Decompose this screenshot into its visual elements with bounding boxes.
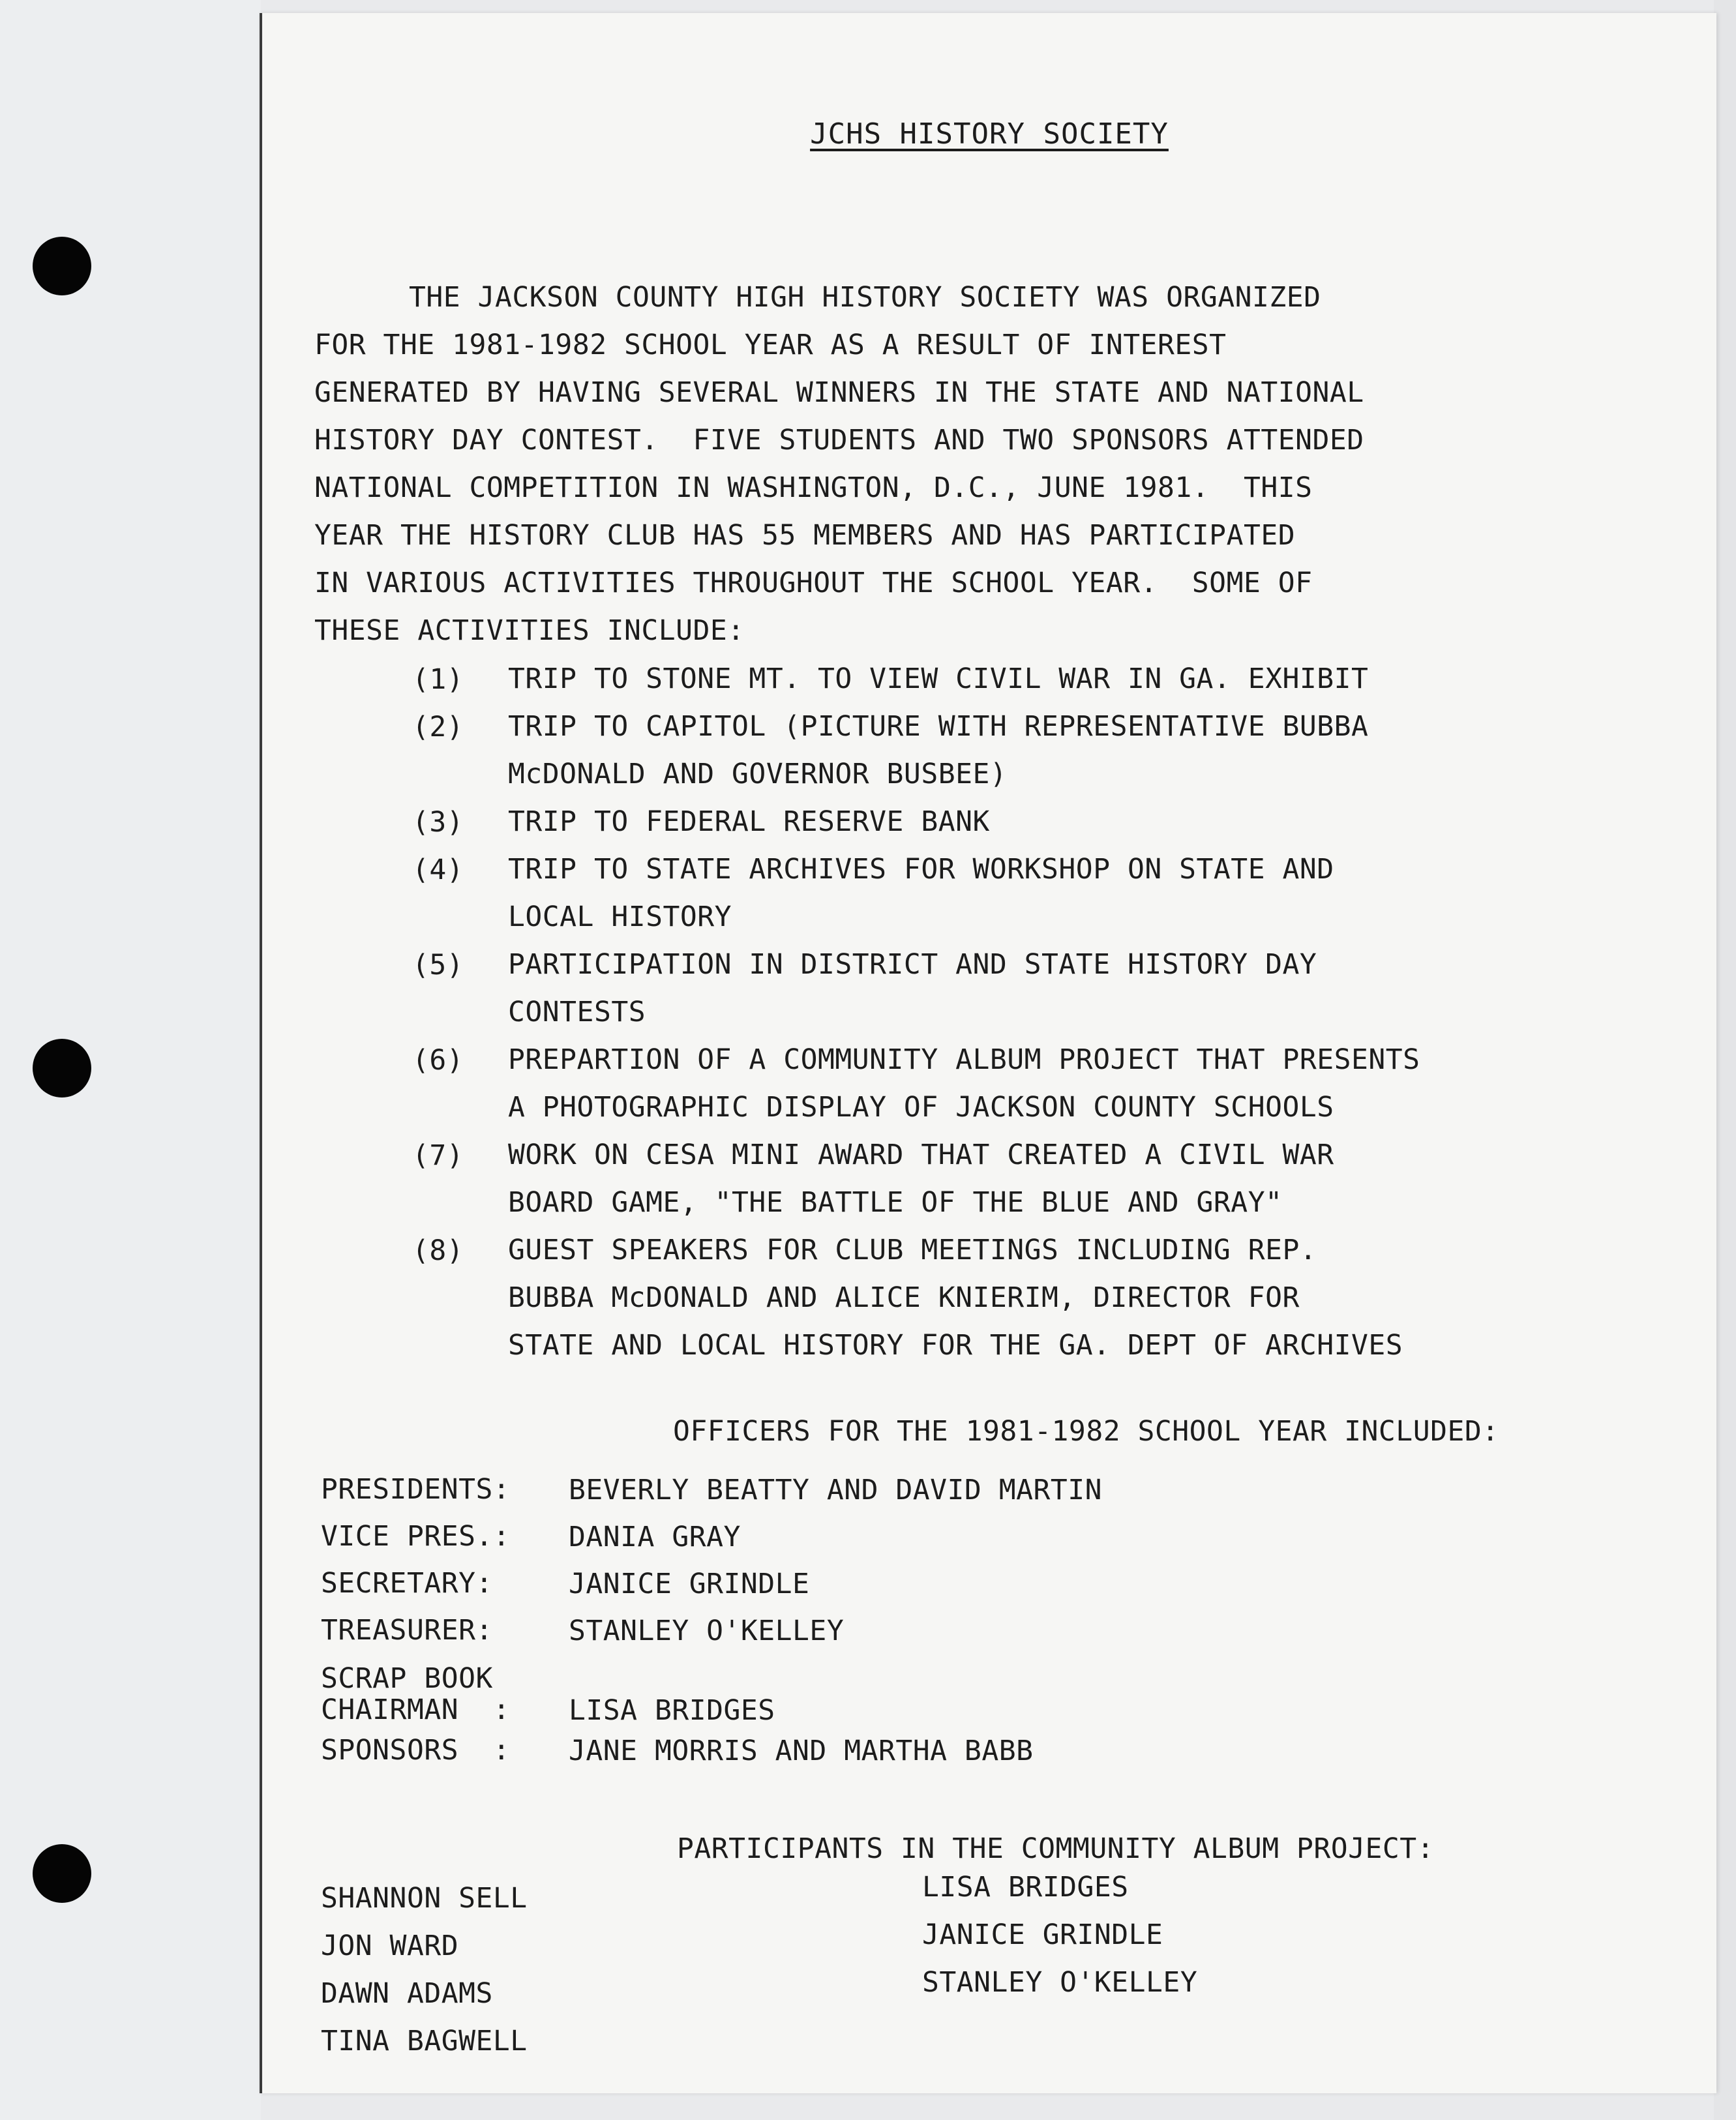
activity-number: (6) [412, 1044, 464, 1077]
intro-line: HISTORY DAY CONTEST. FIVE STUDENTS AND TWO SPONSORS ATTENDED [314, 424, 1364, 456]
intro-line: THE JACKSON COUNTY HIGH HISTORY SOCIETY WAS ORGANIZED [409, 281, 1321, 314]
punch-hole-top [33, 237, 91, 295]
officer-name: DANIA GRAY [569, 1521, 741, 1553]
officers-intro: OFFICERS FOR THE 1981-1982 SCHOOL YEAR INCLUDED: [673, 1415, 1499, 1448]
activity-item [412, 846, 1586, 941]
activity-number: (3) [412, 806, 464, 839]
officer-name: BEVERLY BEATTY AND DAVID MARTIN [569, 1474, 1103, 1506]
activity-number: (2) [412, 711, 464, 743]
participant-name: DAWN ADAMS [321, 1977, 493, 2010]
punch-hole-bottom [33, 1844, 91, 1903]
activity-item [412, 1227, 1586, 1369]
page-title-text: JCHS HISTORY SOCIETY [810, 117, 1169, 151]
activity-item [412, 703, 1586, 798]
intro-line: YEAR THE HISTORY CLUB HAS 55 MEMBERS AND HAS PARTICIPATED [314, 519, 1296, 552]
participant-name: JON WARD [321, 1930, 459, 1962]
participants-intro: PARTICIPANTS IN THE COMMUNITY ALBUM PROJECT: [677, 1832, 1435, 1865]
typed-page [260, 13, 1716, 2093]
punch-hole-middle [33, 1039, 91, 1097]
officer-role: VICE PRES.: [321, 1520, 511, 1553]
participant-name: TINA BAGWELL [321, 2025, 528, 2057]
activity-number: (7) [412, 1139, 464, 1172]
officer-name: LISA BRIDGES [569, 1694, 775, 1727]
activity-text-line: BOARD GAME, "THE BATTLE OF THE BLUE AND GRAY" [508, 1186, 1283, 1219]
officer-role: SECRETARY: [321, 1567, 493, 1600]
activity-item [412, 655, 1586, 703]
activity-text-line: TRIP TO FEDERAL RESERVE BANK [508, 805, 990, 838]
participant-name: STANLEY O'KELLEY [922, 1966, 1198, 1999]
participants-right-column [922, 1864, 1197, 2007]
activity-text-line: PREPARTION OF A COMMUNITY ALBUM PROJECT THAT PRESENTS [508, 1043, 1420, 1076]
officer-role: PRESIDENTS: [321, 1473, 511, 1506]
intro-line: GENERATED BY HAVING SEVERAL WINNERS IN THE STATE AND NATIONAL [314, 376, 1364, 409]
participant-name: SHANNON SELL [321, 1882, 528, 1915]
intro-line: NATIONAL COMPETITION IN WASHINGTON, D.C., JUNE 1981. THIS [314, 471, 1313, 504]
participant-name: JANICE GRINDLE [922, 1918, 1163, 1951]
activity-item [412, 1131, 1586, 1227]
activity-text-line: PARTICIPATION IN DISTRICT AND STATE HISTORY DAY [508, 948, 1317, 981]
intro-line: FOR THE 1981-1982 SCHOOL YEAR AS A RESULT OF INTEREST [314, 329, 1227, 361]
activity-text-line: TRIP TO STONE MT. TO VIEW CIVIL WAR IN GA. EXHIBIT [508, 663, 1369, 695]
officer-name: JANICE GRINDLE [569, 1568, 810, 1600]
activity-text-line: A PHOTOGRAPHIC DISPLAY OF JACKSON COUNTY SCHOOLS [508, 1091, 1334, 1124]
activity-number: (1) [412, 663, 464, 696]
participants-left-column [321, 1875, 528, 2065]
activities-list [412, 655, 1586, 1369]
activity-number: (4) [412, 854, 464, 886]
page-title [262, 117, 1716, 151]
activity-text-line: BUBBA McDONALD AND ALICE KNIERIM, DIRECTOR FOR [508, 1281, 1300, 1314]
activity-text-line: STATE AND LOCAL HISTORY FOR THE GA. DEPT OF ARCHIVES [508, 1329, 1403, 1362]
activity-item [412, 798, 1586, 846]
officer-role: SPONSORS : [321, 1734, 511, 1767]
activity-text-line: TRIP TO CAPITOL (PICTURE WITH REPRESENTATIVE BUBBA [508, 710, 1369, 743]
intro-line: IN VARIOUS ACTIVITIES THROUGHOUT THE SCHOOL YEAR. SOME OF [314, 567, 1313, 599]
activity-text-line: LOCAL HISTORY [508, 901, 732, 933]
participant-name: LISA BRIDGES [922, 1871, 1129, 1904]
activity-text-line: CONTESTS [508, 996, 646, 1028]
intro-line: THESE ACTIVITIES INCLUDE: [314, 614, 745, 647]
activity-text-line: TRIP TO STATE ARCHIVES FOR WORKSHOP ON STATE AND [508, 853, 1334, 886]
activity-text-line: McDONALD AND GOVERNOR BUSBEE) [508, 758, 1008, 790]
activity-item [412, 941, 1586, 1036]
officer-name: STANLEY O'KELLEY [569, 1615, 845, 1647]
officer-name: JANE MORRIS AND MARTHA BABB [569, 1735, 1034, 1767]
activity-text-line: GUEST SPEAKERS FOR CLUB MEETINGS INCLUDING REP. [508, 1234, 1317, 1266]
officer-role: TREASURER: [321, 1614, 493, 1647]
officer-role: SCRAP BOOK CHAIRMAN : [321, 1662, 511, 1726]
page-right-edge [1714, 0, 1736, 2120]
activity-item [412, 1036, 1586, 1131]
intro-paragraph [314, 274, 1566, 655]
activity-text-line: WORK ON CESA MINI AWARD THAT CREATED A CIVIL WAR [508, 1139, 1334, 1171]
activity-number: (5) [412, 949, 464, 981]
activity-number: (8) [412, 1234, 464, 1267]
